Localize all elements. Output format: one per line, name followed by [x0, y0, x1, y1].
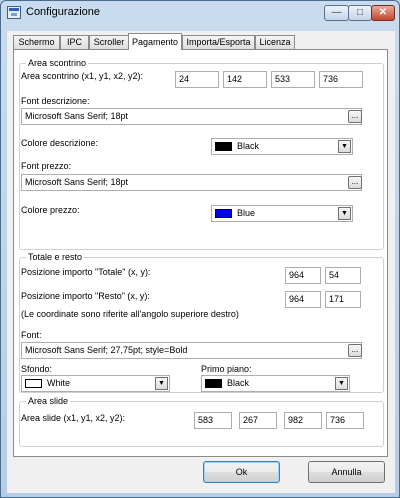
chevron-down-icon[interactable]: ▼ — [338, 207, 351, 220]
colore-descrizione-swatch — [215, 142, 232, 151]
sfondo-value: White — [47, 378, 71, 388]
colore-descrizione-value: Black — [237, 141, 260, 151]
ok-button[interactable]: Ok — [203, 461, 280, 483]
tab-ipc[interactable]: IPC — [60, 35, 89, 50]
primo-piano-select[interactable] — [201, 375, 350, 392]
group-totale-resto — [19, 252, 384, 393]
font-totale-label: Font: — [21, 330, 42, 340]
resto-x-input[interactable]: 964 — [285, 291, 321, 308]
area-scontrino-x2-input[interactable]: 533 — [271, 71, 315, 88]
tab-panel-pagamento — [13, 49, 388, 457]
group-title-totale-resto: Totale e resto — [28, 252, 83, 262]
group-area-slide — [19, 396, 384, 447]
window-title: Configurazione — [26, 6, 100, 18]
primo-piano-label: Primo piano: — [201, 364, 252, 374]
font-prezzo-field[interactable]: Microsoft Sans Serif; 18pt — [21, 174, 362, 191]
tab-importa-esporta[interactable]: Importa/Esporta — [182, 35, 255, 50]
font-prezzo-browse-button[interactable]: ... — [348, 176, 362, 189]
font-descrizione-field[interactable]: Microsoft Sans Serif; 18pt — [21, 108, 362, 125]
area-slide-y1-input[interactable]: 267 — [239, 412, 277, 429]
area-slide-coords-label: Area slide (x1, y1, x2, y2): — [21, 413, 126, 423]
totale-y-input[interactable]: 54 — [325, 267, 361, 284]
group-title-area-scontrino: Area scontrino — [28, 58, 87, 68]
tab-schermo[interactable]: Schermo — [13, 35, 60, 50]
colore-prezzo-value: Blue — [237, 208, 256, 218]
colore-prezzo-label: Colore prezzo: — [21, 205, 80, 215]
primo-piano-swatch — [205, 379, 222, 388]
area-scontrino-x1-input[interactable]: 24 — [175, 71, 219, 88]
primo-piano-value: Black — [227, 378, 250, 388]
group-title-area-slide: Area slide — [28, 396, 69, 406]
font-prezzo-label: Font prezzo: — [21, 161, 72, 171]
colore-prezzo-swatch — [215, 209, 232, 218]
colore-prezzo-select[interactable] — [211, 205, 353, 222]
chevron-down-icon[interactable]: ▼ — [338, 140, 351, 153]
area-scontrino-y1-input[interactable]: 142 — [223, 71, 267, 88]
minimize-button[interactable]: — — [324, 5, 349, 21]
tab-scroller[interactable]: Scroller — [89, 35, 129, 50]
area-slide-x2-input[interactable]: 982 — [284, 412, 322, 429]
sfondo-label: Sfondo: — [21, 364, 53, 374]
posizione-totale-label: Posizione importo "Totale" (x, y): — [21, 267, 151, 277]
maximize-button[interactable]: □ — [348, 5, 372, 21]
area-slide-y2-input[interactable]: 736 — [326, 412, 364, 429]
colore-descrizione-select[interactable] — [211, 138, 353, 155]
sfondo-swatch — [25, 379, 42, 388]
tab-licenza[interactable]: Licenza — [255, 35, 295, 50]
area-slide-x1-input[interactable]: 583 — [194, 412, 232, 429]
area-scontrino-coords-label: Area scontrino (x1, y1, x2, y2): — [21, 71, 144, 81]
resto-y-input[interactable]: 171 — [325, 291, 361, 308]
chevron-down-icon[interactable]: ▼ — [155, 377, 168, 390]
dialog-client — [7, 31, 395, 493]
title-bar[interactable] — [1, 1, 399, 25]
font-totale-browse-button[interactable]: ... — [348, 344, 362, 357]
posizione-resto-label: Posizione importo "Resto" (x, y): — [21, 291, 150, 301]
group-area-scontrino — [19, 58, 384, 250]
app-icon — [7, 6, 21, 19]
cancel-button[interactable]: Annulla — [308, 461, 385, 483]
close-button[interactable]: ✕ — [371, 5, 395, 21]
tab-pagamento[interactable]: Pagamento — [128, 33, 182, 50]
chevron-down-icon[interactable]: ▼ — [335, 377, 348, 390]
font-totale-field[interactable]: Microsoft Sans Serif; 27,75pt; style=Bold — [21, 342, 362, 359]
font-descrizione-label: Font descrizione: — [21, 96, 90, 106]
font-descrizione-browse-button[interactable]: ... — [348, 110, 362, 123]
sfondo-select[interactable] — [21, 375, 170, 392]
area-scontrino-y2-input[interactable]: 736 — [319, 71, 363, 88]
colore-descrizione-label: Colore descrizione: — [21, 138, 99, 148]
totale-x-input[interactable]: 964 — [285, 267, 321, 284]
coordinate-note: (Le coordinate sono riferite all'angolo superiore destro) — [21, 309, 239, 319]
